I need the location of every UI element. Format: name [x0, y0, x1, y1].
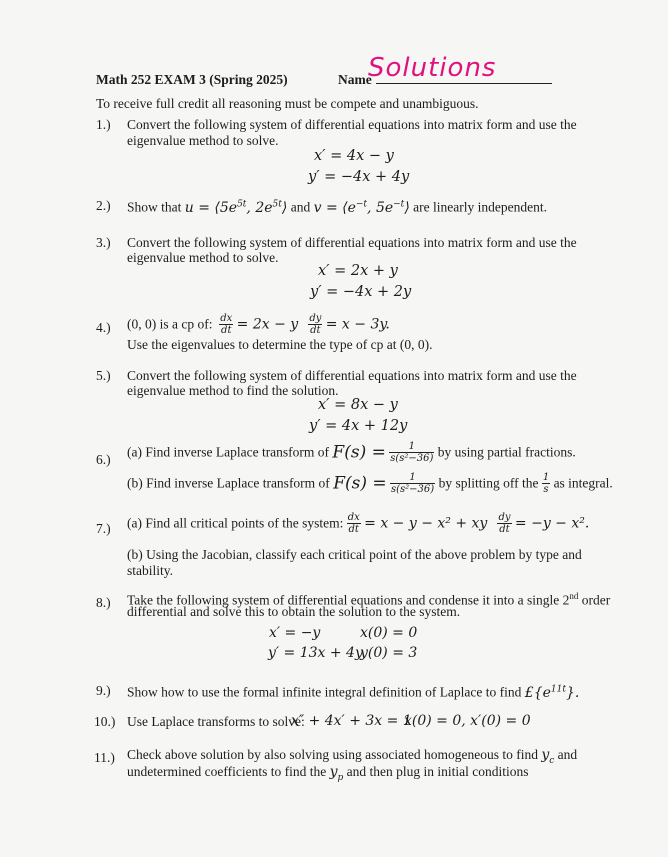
q1-line1: Convert the following system of differential equations into matrix form and use the	[127, 117, 577, 132]
q1-eq1: x′ = 4x − y	[314, 148, 394, 164]
q8-line2: differential and solve this to obtain the solution to the system.	[127, 604, 461, 619]
q6-part-a: (a) Find inverse Laplace transform of F(s) = $\frac{1}{\text{s(s²−36)}}$ by using partial fractions.	[127, 441, 576, 464]
q11-line1: Check above solution by also solving using associated homogeneous to find $y_c$ and	[127, 747, 578, 766]
q10-equation: x″ + 4x′ + 3x = 1	[291, 713, 412, 729]
q6-part-b: (b) Find inverse Laplace transform of F(s) = $\frac{1}{\text{s(s²−36)}}$ by splitting off the $\frac{1}{s}$ as integral.	[127, 472, 613, 495]
q11-line2: undetermined coefficients to find the $y_p$ and then plug in initial conditions	[127, 764, 529, 783]
q3-eq1: x′ = 2x + y	[318, 263, 398, 279]
q8-number: 8.)	[96, 595, 111, 610]
q4-number: 4.)	[96, 320, 111, 335]
q9-number: 9.)	[96, 683, 111, 698]
q4-text: (0, 0) is a cp of: $\frac{dx}{dt}$ = 2x − y $\frac{dy}{dt}$ = x − 3y.	[127, 313, 390, 336]
q8-line1: Take the following system of differential equations and condense it into a single 2nd order	[127, 591, 611, 608]
q8-eq2: y′ = 13x + 4y	[268, 645, 363, 661]
q5-line1: Convert the following system of differential equations into matrix form and use the	[127, 368, 577, 383]
q9-text: Show how to use the formal infinite integral definition of Laplace to find $£\{e^{11t}\}$.	[127, 684, 580, 701]
q2-text: Show that $u = ⟨5e^{5t}$, $2e^{5t}⟩$ and $v = ⟨e^{-t}$, $5e^{-t}⟩$ are linearly independent.	[127, 199, 547, 216]
q3-line1: Convert the following system of differential equations into matrix form and use the	[127, 235, 577, 250]
q5-eq2: y′ = 4x + 12y	[309, 418, 408, 434]
q7-part-b-line1: (b) Using the Jacobian, classify each critical point of the above problem by type and	[127, 547, 582, 562]
q7-number: 7.)	[96, 521, 111, 536]
q8-ic2: y(0) = 3	[360, 645, 418, 661]
q1-number: 1.)	[96, 117, 111, 132]
q6-number: 6.)	[96, 452, 111, 467]
q11-number: 11.)	[94, 750, 115, 765]
q8-eq1: x′ = −y	[269, 625, 321, 641]
q10-text: Use Laplace transforms to solve:	[127, 714, 305, 729]
handwritten-name: Solutions	[368, 53, 497, 83]
q5-line2: eigenvalue method to find the solution.	[127, 383, 339, 398]
q1-line2: eigenvalue method to solve.	[127, 133, 279, 148]
q5-number: 5.)	[96, 368, 111, 383]
q3-line2: eigenvalue method to solve.	[127, 250, 279, 265]
q7-part-a: (a) Find all critical points of the system: $\frac{dx}{dt}$ = x − y − x² + xy $\frac{dy}{dt}$ = −y − x².	[127, 512, 590, 535]
q7-part-b-line2: stability.	[127, 563, 173, 578]
name-underline	[376, 83, 552, 84]
q2-number: 2.)	[96, 198, 111, 213]
q10-number: 10.)	[94, 714, 116, 729]
q5-eq1: x′ = 8x − y	[318, 397, 398, 413]
instructions: To receive full credit all reasoning must be compete and unambiguous.	[96, 96, 479, 111]
q10-initial-conditions: x(0) = 0, x′(0) = 0	[404, 713, 531, 729]
q1-eq2: y′ = −4x + 4y	[308, 169, 410, 185]
q3-number: 3.)	[96, 235, 111, 250]
q3-eq2: y′ = −4x + 2y	[310, 284, 412, 300]
q4-line2: Use the eigenvalues to determine the type of cp at (0, 0).	[127, 337, 433, 352]
name-label: Name	[338, 72, 372, 87]
exam-title: Math 252 EXAM 3 (Spring 2025)	[96, 72, 288, 87]
q8-ic1: x(0) = 0	[360, 625, 418, 641]
